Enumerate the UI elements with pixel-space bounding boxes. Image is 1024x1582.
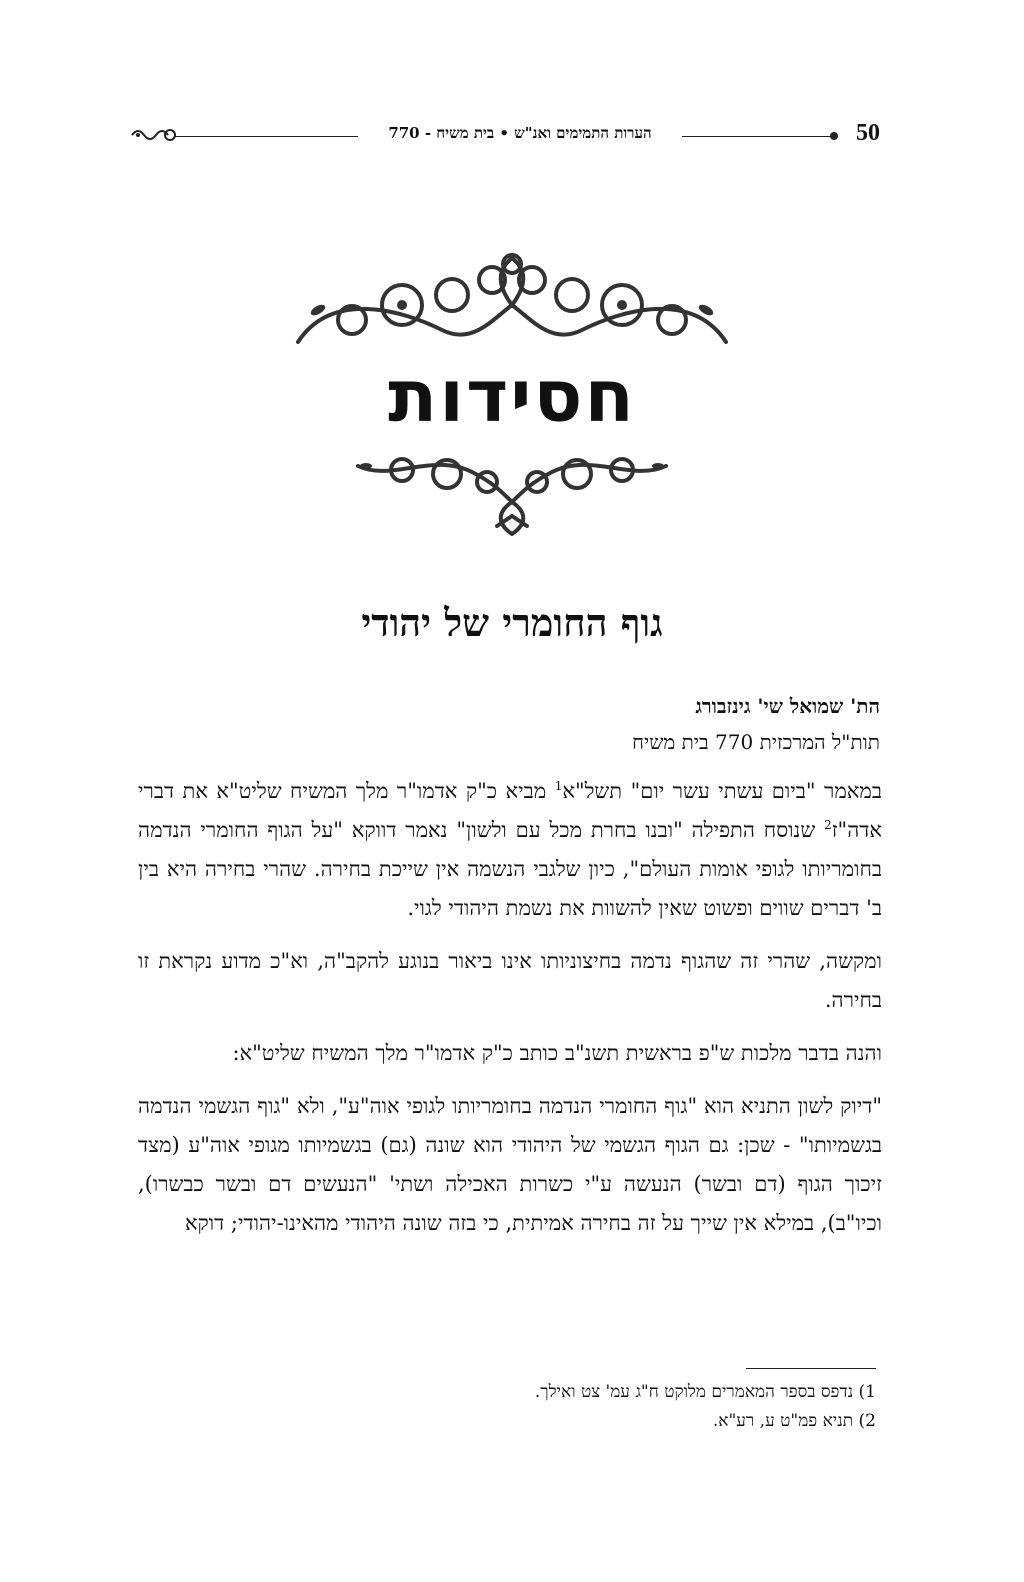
footnote-ref[interactable]: 1: [554, 779, 563, 793]
running-header: [130, 118, 880, 152]
header-rule-left: [174, 136, 358, 137]
ornament-top-icon: [292, 250, 732, 362]
article-title: גוף החומרי של יהודי: [361, 600, 663, 645]
header-dot: [830, 132, 838, 140]
author-block: [140, 688, 880, 760]
footnote: 2) תניא פמ"ט ע, רע"א.: [712, 1411, 876, 1431]
page-number: 50: [856, 120, 880, 146]
footnotes: [140, 1378, 876, 1436]
footnote-rule: [746, 1368, 876, 1369]
author-name: הת' שמואל שי' גינזבורג: [695, 694, 880, 718]
paragraph-text: מביא כ"ק אדמו"ר מלך המשיח שליט"א את דברי אדה"ז: [138, 779, 882, 842]
paragraph: "דיוק לשון התניא הוא "גוף החומרי הנדמה בחומריותו לגופי אוה"ע", ולא "גוף הגשמי הנדמה בגשמיותו" - שכן: גם הגוף הגשמי של היהודי הוא שונה (גם) בגשמיותו מגופי אוה"ע (מצד זיכוך הגוף (דם ובשר) הנעשה ע"י כשרות האכילה ושתי' "הנעשים דם ובשר כבשרו), וכיו"ב), במילא אין שייך על זה בחירה אמיתית, כי בזה שונה היהודי מהאינו-יהודי; דוקא: [138, 1094, 882, 1235]
paragraph-text: שנוסח התפילה "ובנו בחרת מכל עם ולשון" נאמר דווקא "על הגוף החומרי הנדמה בחומריותו לגופי אומות העולם", כיון שלגבי הנשמה אין שייכת בחירה. שהרי בחירה היא בין ב' דברים שווים ופשוט שאין להשוות את נשמת היהודי לגוי.: [138, 818, 882, 920]
author-affiliation: תות"ל המרכזית 770 בית משיח: [632, 730, 880, 754]
footnote-ref[interactable]: 2: [824, 818, 832, 832]
article-body: [138, 772, 882, 1257]
paragraph: ומקשה, שהרי זה שהגוף נדמה בחיצוניותו אינו ביאור בנוגע להקב"ה, וא"כ מדוע נקראת זו בחירה.: [138, 949, 882, 1012]
paragraph: [138, 772, 882, 928]
paragraph: והנה בדבר מלכות ש"פ בראשית תשנ"ב כותב כ"ק אדמו"ר מלך המשיח שליט"א:: [232, 1041, 882, 1065]
header-rule-right: [682, 136, 832, 137]
flourish-icon: [130, 124, 176, 146]
footnote: 1) נדפס בספר המאמרים מלוקט ח"ג עמ' צט ואילך.: [534, 1382, 876, 1402]
paragraph-text: במאמר "ביום עשתי עשר יום" תשל"א: [562, 779, 882, 803]
ornament-bottom-icon: [352, 452, 672, 536]
section-title: חסידות: [388, 354, 636, 438]
header-title: הערות התמימים ואנ"ש • בית משיח - 770: [388, 124, 652, 142]
